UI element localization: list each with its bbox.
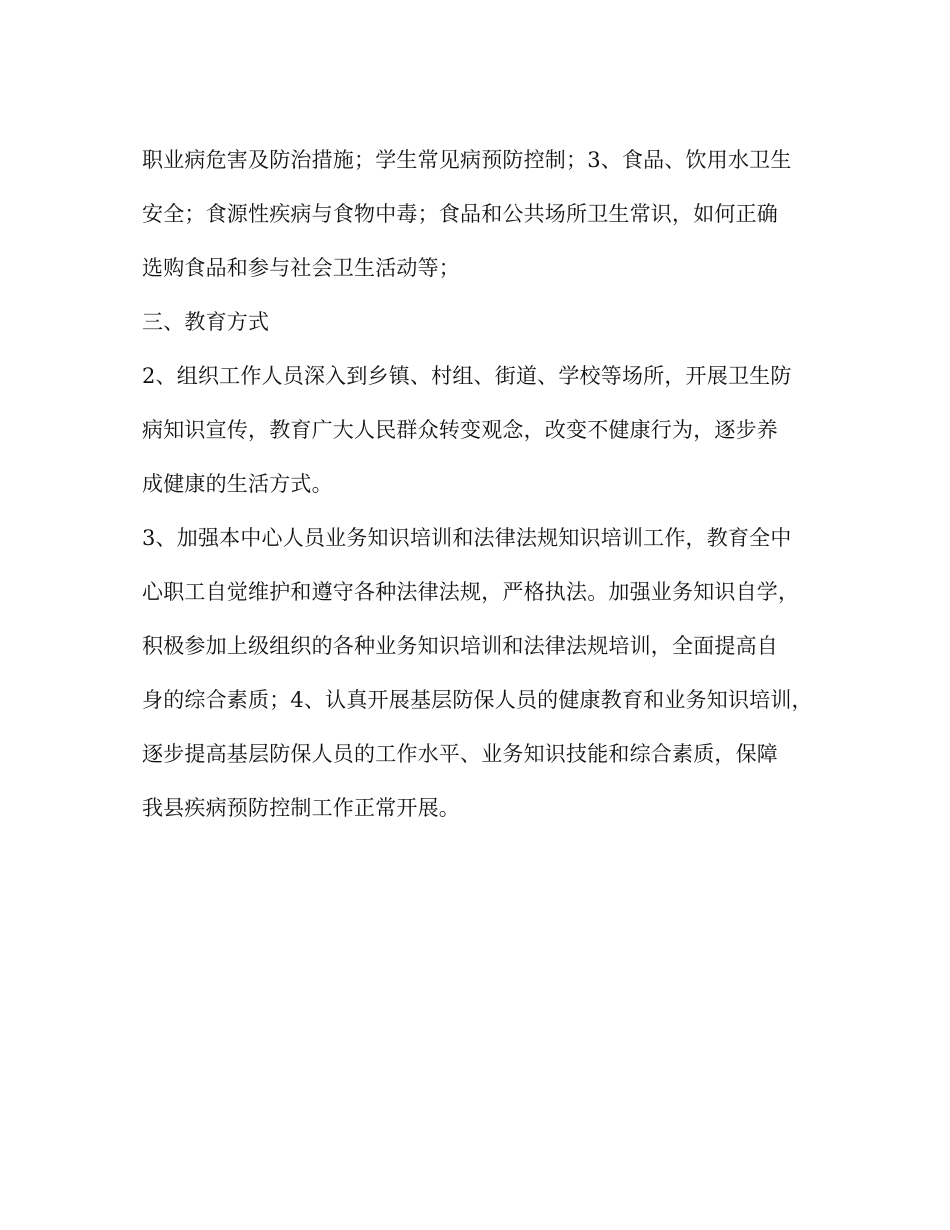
text-line-3: 选购食品和参与社会卫生活动等； [142,256,460,280]
text-line-10: 积极参加上级组织的各种业务知识培训和法律法规培训，全面提高自 [142,634,778,658]
text-line-9: 心职工自觉维护和遵守各种法律法规，严格执法。加强业务知识自学， [142,580,800,604]
text-line-1: 职业病危害及防治措施；学生常见病预防控制；3、食品、饮用水卫生 [142,148,792,172]
text-line-13: 我县疾病预防控制工作正常开展。 [142,796,460,820]
text-line-11: 身的综合素质；4、认真开展基层防保人员的健康教育和业务知识培训， [142,688,813,712]
text-line-7: 成健康的生活方式。 [142,472,333,496]
text-line-2: 安全；食源性疾病与食物中毒；食品和公共场所卫生常识，如何正确 [142,202,778,226]
text-line-5: 2、组织工作人员深入到乡镇、村组、街道、学校等场所，开展卫生防 [142,364,792,388]
text-line-12: 逐步提高基层防保人员的工作水平、业务知识技能和综合素质，保障 [142,742,778,766]
text-line-6: 病知识宣传，教育广大人民群众转变观念，改变不健康行为，逐步养 [142,418,778,442]
text-line-8: 3、加强本中心人员业务知识培训和法律法规知识培训工作，教育全中 [142,526,792,550]
document-body [142,140,822,842]
section-heading: 三、教育方式 [142,310,270,334]
